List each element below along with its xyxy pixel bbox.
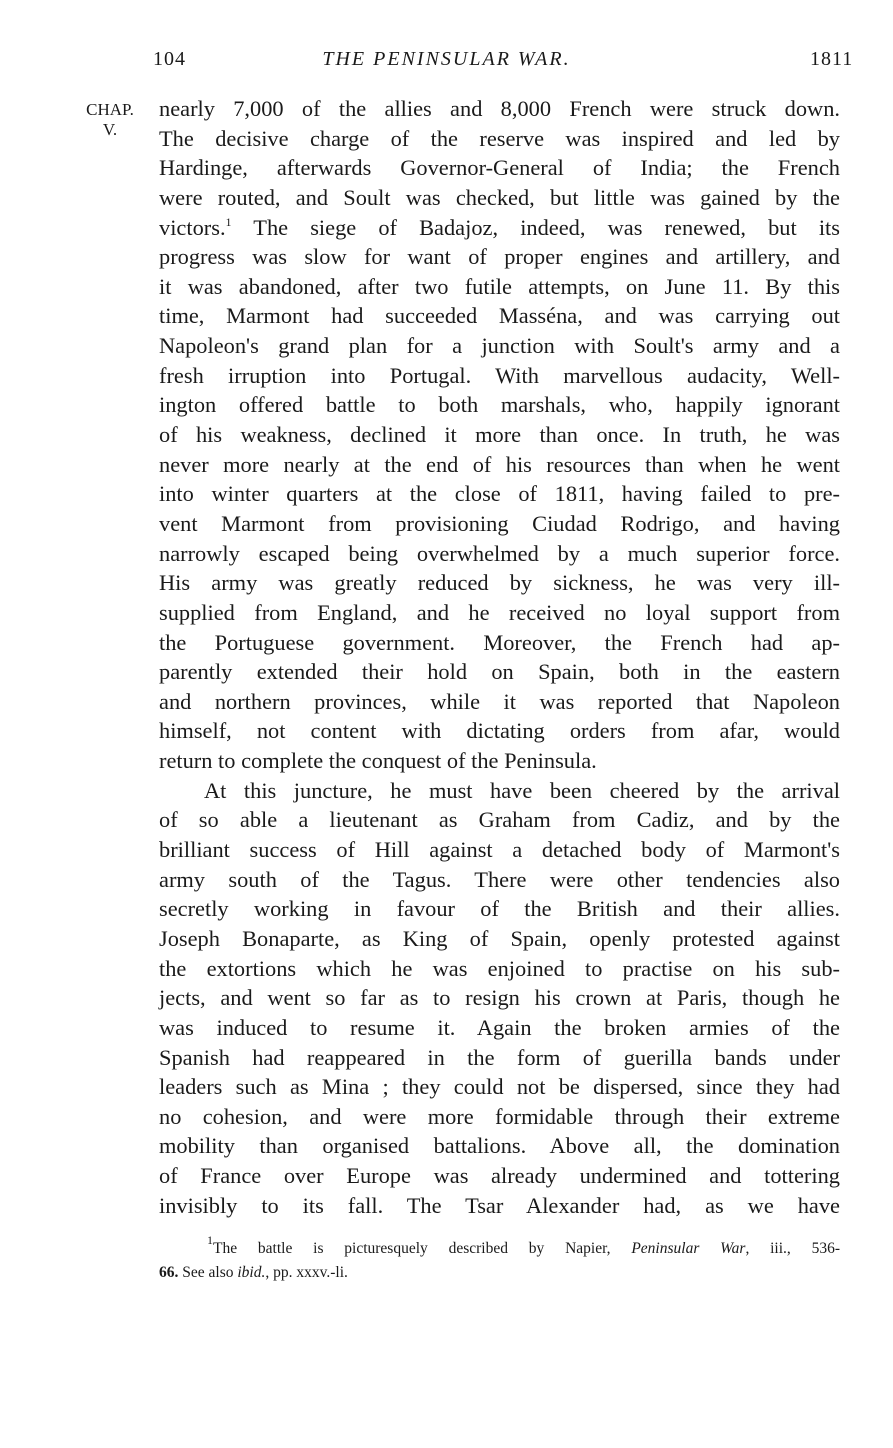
text-line: return to complete the conquest of the Peninsula. [159, 748, 597, 774]
footnote-reference: 1 [225, 214, 232, 229]
text-line: mobility than organised battalions. Above all, the domination [159, 1133, 840, 1159]
footnote-text: , pp. xxxv.-li. [265, 1264, 348, 1281]
text-line: supplied from England, and he received no loyal support from [159, 599, 840, 625]
footnote-text: The battle is picturesquely described by Napier, [213, 1240, 632, 1257]
text-line: nearly 7,000 of the allies and 8,000 French were struck down. [159, 96, 840, 121]
text-line: progress was slow for want of proper engines and artillery, and [159, 244, 840, 270]
text-line: Spanish had reappeared in the form of guerilla bands under [159, 1044, 840, 1070]
footnote-text: See also [178, 1264, 238, 1281]
running-header [0, 48, 893, 78]
body-text [159, 94, 840, 1220]
text-line: Joseph Bonaparte, as King of Spain, openly protested against [159, 925, 840, 951]
text-line: parently extended their hold on Spain, both in the eastern [159, 659, 840, 685]
text-line: into winter quarters at the close of 1811, having failed to pre- [159, 481, 840, 507]
text-line: of his weakness, declined it more than once. In truth, he was [159, 422, 840, 448]
footnote [159, 1233, 841, 1285]
text-line: of France over Europe was already undermined and tottering [159, 1163, 840, 1189]
header-year: 1811 [810, 48, 854, 70]
text-line: of so able a lieutenant as Graham from Cadiz, and by the [159, 807, 840, 833]
text-line: The decisive charge of the reserve was inspired and led by [159, 125, 840, 151]
text-line: His army was greatly reduced by sickness, he was very ill- [159, 570, 840, 596]
chapter-label: CHAP. [86, 100, 134, 119]
text-line [159, 213, 840, 243]
text-line: At this juncture, he must have been cheered by the arrival [204, 777, 840, 803]
text-line: the extortions which he was enjoined to practise on his sub- [159, 955, 840, 981]
footnote-ibid: ibid. [237, 1264, 266, 1281]
footnote-line [159, 1261, 840, 1285]
footnote-text: 66. [159, 1264, 179, 1281]
text-line: himself, not content with dictating orders from afar, would [159, 718, 840, 744]
text-line: secretly working in favour of the British and their allies. [159, 896, 840, 922]
text-line: was induced to resume it. Again the broken armies of the [159, 1014, 840, 1040]
text-line: fresh irruption into Portugal. With marvellous audacity, Well- [159, 362, 840, 388]
text-line: army south of the Tagus. There were other tendencies also [159, 866, 840, 892]
footnote-line [159, 1233, 841, 1261]
text-line: no cohesion, and were more formidable through their extreme [159, 1103, 840, 1129]
text-line: time, Marmont had succeeded Masséna, and was carrying out [159, 303, 840, 329]
text-fragment: victors. [159, 214, 226, 240]
text-line: Hardinge, afterwards Governor-General of India; the French [159, 155, 840, 181]
text-line: invisibly to its fall. The Tsar Alexander had, as we have [159, 1192, 840, 1218]
text-line: vent Marmont from provisioning Ciudad Rodrigo, and having [159, 510, 840, 536]
text-line: narrowly escaped being overwhelmed by a much superior force. [159, 540, 840, 566]
text-line: never more nearly at the end of his resources than when he went [159, 451, 840, 477]
running-title: THE PENINSULAR WAR. [322, 48, 571, 70]
footnote-work-title: Peninsular War [631, 1240, 746, 1257]
text-line: and northern provinces, while it was reported that Napoleon [159, 688, 840, 714]
text-line: Napoleon's grand plan for a junction with Soult's army and a [159, 333, 840, 359]
footnote-marker: 1 [207, 1233, 213, 1247]
text-line: jects, and went so far as to resign his crown at Paris, though he [159, 985, 840, 1011]
text-line: the Portuguese government. Moreover, the French had ap- [159, 629, 840, 655]
text-line: leaders such as Mina ; they could not be dispersed, since they had [159, 1074, 840, 1100]
chapter-number: V. [102, 120, 118, 139]
text-line: were routed, and Soult was checked, but little was gained by the [159, 184, 840, 210]
page-number: 104 [153, 48, 186, 70]
footnote-text: , iii., 536- [745, 1240, 841, 1257]
text-line: it was abandoned, after two futile attempts, on June 11. By this [159, 273, 840, 299]
chapter-marginal-note [74, 100, 146, 140]
text-line: brilliant success of Hill against a detached body of Marmont's [159, 837, 840, 863]
text-line: ington offered battle to both marshals, who, happily ignorant [159, 392, 840, 418]
text-fragment: The siege of Badajoz, indeed, was renewed, but its [231, 214, 840, 240]
